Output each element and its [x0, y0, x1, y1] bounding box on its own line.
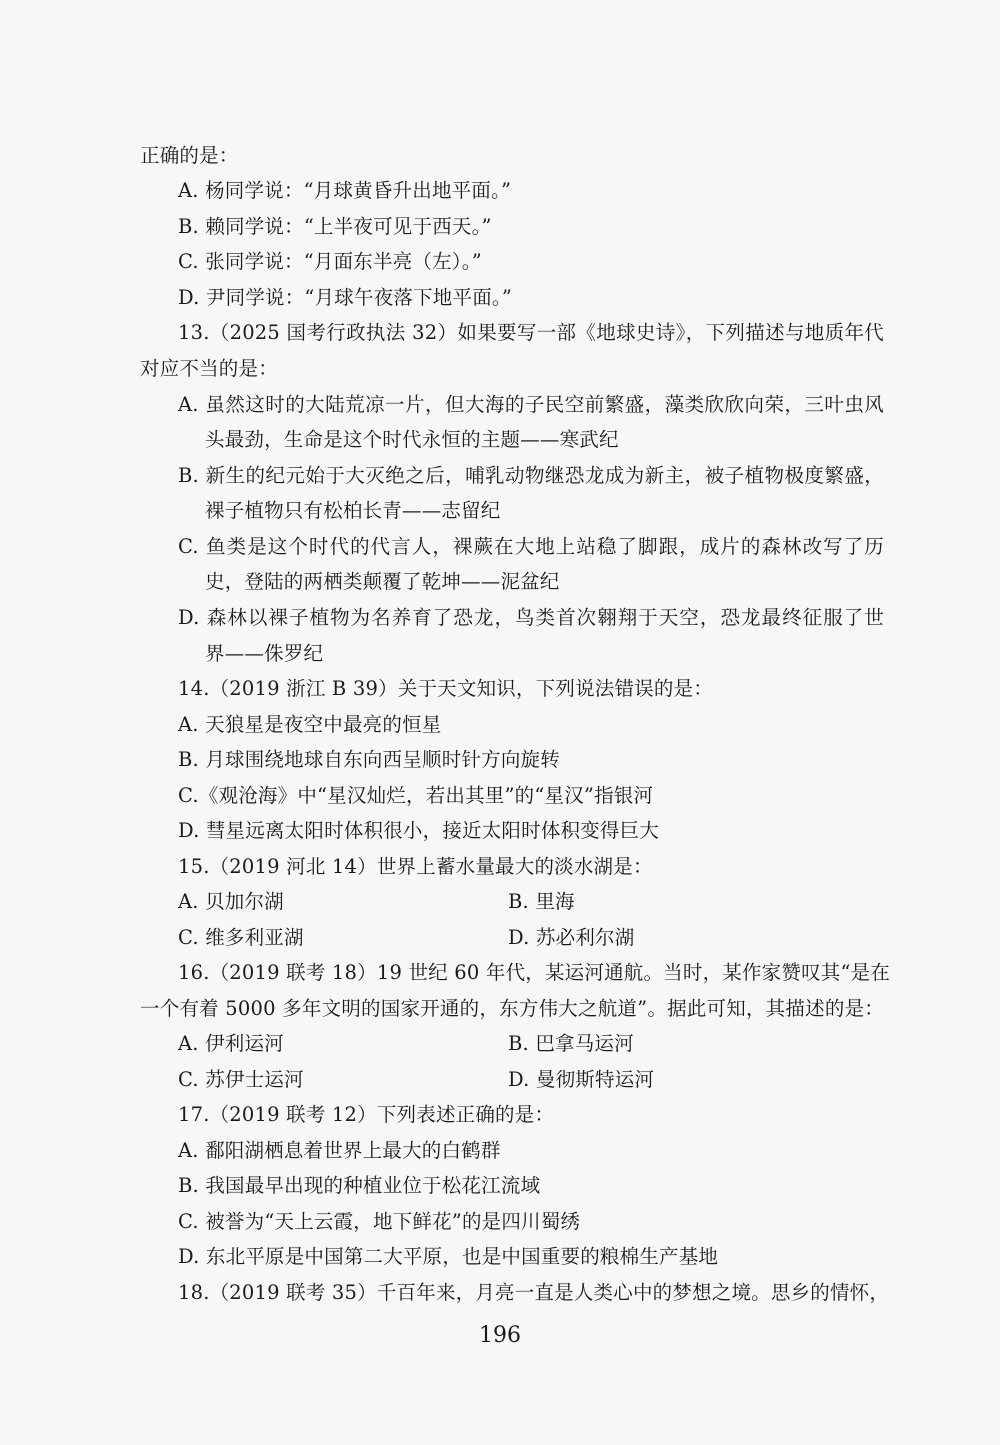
q16-stem-line2: 一个有着 5000 多年文明的国家开通的，东方伟大之航道”。据此可知，其描述的是： [140, 997, 884, 1020]
q13-option-d-line1: D. 森林以裸子植物为名养育了恐龙，鸟类首次翱翔于天空，恐龙最终征服了世 [178, 606, 884, 629]
page-number: 196 [479, 1323, 521, 1348]
q12-option-c: C. 张同学说：“月面东半亮（左）。” [178, 250, 482, 273]
q16-option-d: D. 曼彻斯特运河 [508, 1068, 655, 1091]
q17-option-a: A. 鄱阳湖栖息着世界上最大的白鹤群 [178, 1139, 501, 1162]
q14-option-c: C.《观沧海》中“星汉灿烂，若出其里”的“星汉”指银河 [178, 784, 654, 807]
q12-option-a: A. 杨同学说：“月球黄昏升出地平面。” [178, 179, 512, 202]
q13-option-b-line1: B. 新生的纪元始于大灭绝之后，哺乳动物继恐龙成为新主，被子植物极度繁盛， [178, 464, 884, 487]
q13-option-b-line2: 裸子植物只有松柏长青——志留纪 [205, 499, 501, 522]
q14-option-b: B. 月球围绕地球自东向西呈顺时针方向旋转 [178, 748, 560, 771]
q15-option-a: A. 贝加尔湖 [178, 890, 284, 913]
q12-option-d: D. 尹同学说：“月球午夜落下地平面。” [178, 286, 513, 309]
q13-option-c-line2: 史，登陆的两栖类颠覆了乾坤——泥盆纪 [205, 570, 560, 593]
q13-option-a-line1: A. 虽然这时的大陆荒凉一片，但大海的子民空前繁盛，藻类欣欣向荣，三叶虫风 [178, 393, 884, 416]
q16-stem-line1: 16.（2019 联考 18）19 世纪 60 年代，某运河通航。当时，某作家赞叹其“是在 [178, 961, 891, 984]
q12-option-b: B. 赖同学说：“上半夜可见于西天。” [178, 215, 492, 238]
q18-stem-line1: 18.（2019 联考 35）千百年来，月亮一直是人类心中的梦想之境。思乡的情怀， [178, 1281, 890, 1304]
q15-stem: 15.（2019 河北 14）世界上蓄水量最大的淡水湖是： [178, 855, 653, 878]
q15-option-c: C. 维多利亚湖 [178, 926, 304, 949]
q13-stem-line2: 对应不当的是： [140, 357, 278, 380]
q17-option-c: C. 被誉为“天上云霞，地下鲜花”的是四川蜀绣 [178, 1210, 581, 1233]
q16-option-b: B. 巴拿马运河 [508, 1032, 634, 1055]
q15-option-b: B. 里海 [508, 890, 575, 913]
q16-option-a: A. 伊利运河 [178, 1032, 284, 1055]
q14-stem: 14.（2019 浙江 B 39）关于天文知识，下列说法错误的是： [178, 677, 713, 700]
q14-option-d: D. 彗星远离太阳时体积很小，接近太阳时体积变得巨大 [178, 819, 660, 842]
q17-option-d: D. 东北平原是中国第二大平原，也是中国重要的粮棉生产基地 [178, 1245, 719, 1268]
q13-option-d-line2: 界——侏罗纪 [205, 642, 324, 665]
q13-stem-line1: 13.（2025 国考行政执法 32）如果要写一部《地球史诗》，下列描述与地质年代 [178, 321, 884, 344]
q15-option-d: D. 苏必利尔湖 [508, 926, 635, 949]
q13-option-a-line2: 头最劲，生命是这个时代永恒的主题——寒武纪 [205, 428, 619, 451]
q16-option-c: C. 苏伊士运河 [178, 1068, 304, 1091]
q17-option-b: B. 我国最早出现的种植业位于松花江流域 [178, 1174, 541, 1197]
q13-option-c-line1: C. 鱼类是这个时代的代言人，裸蕨在大地上站稳了脚跟，成片的森林改写了历 [178, 535, 884, 558]
intro-line: 正确的是： [140, 144, 239, 167]
q17-stem: 17.（2019 联考 12）下列表述正确的是： [178, 1103, 555, 1126]
q14-option-a: A. 天狼星是夜空中最亮的恒星 [178, 713, 442, 736]
